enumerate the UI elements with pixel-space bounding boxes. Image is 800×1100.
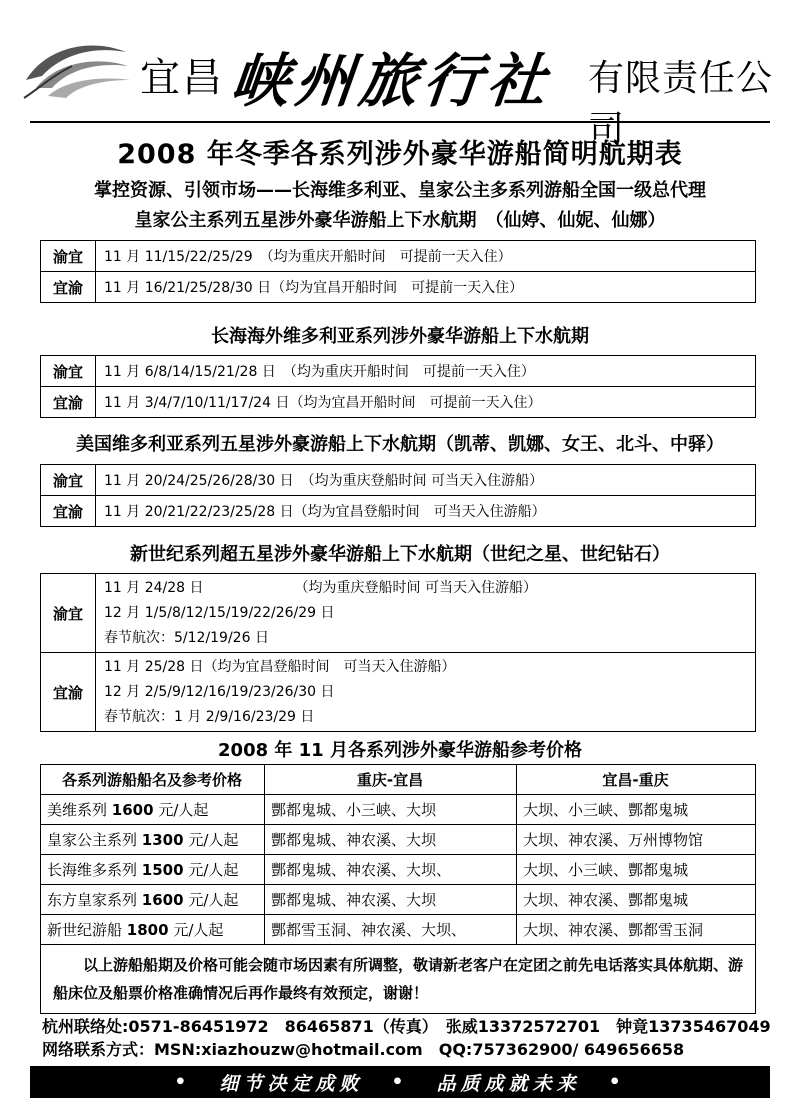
downstream-cell: 酆都鬼城、神农溪、大坝 xyxy=(265,825,517,855)
upstream-cell: 大坝、神农溪、酆都鬼城 xyxy=(517,885,756,915)
ship-name: 新世纪游船 xyxy=(47,921,123,939)
column-header: 宜昌-重庆 xyxy=(517,765,756,795)
schedule-table xyxy=(40,355,756,418)
bullet-icon: • xyxy=(174,1071,192,1093)
company-brand: 峡州旅行社 xyxy=(227,47,556,115)
ship-name: 美维系列 xyxy=(47,801,108,819)
schedule-table xyxy=(40,240,756,303)
table-row xyxy=(41,496,756,527)
header xyxy=(0,0,800,150)
footer-banner xyxy=(30,1066,770,1098)
schedule-table xyxy=(40,573,756,732)
table-row xyxy=(41,241,756,272)
ship-name: 长海维多系列 xyxy=(47,861,138,879)
upstream-cell: 大坝、神农溪、万州博物馆 xyxy=(517,825,756,855)
table-row xyxy=(41,465,756,496)
ship-price: 1800 xyxy=(126,921,169,939)
ship-price-cell xyxy=(41,795,265,825)
ship-name: 皇家公主系列 xyxy=(47,831,138,849)
wave-logo-icon xyxy=(22,36,132,108)
price-table xyxy=(40,764,756,1014)
upstream-cell: 大坝、神农溪、酆都雪玉洞 xyxy=(517,915,756,945)
table-row xyxy=(41,795,756,825)
ship-name: 东方皇家系列 xyxy=(47,891,138,909)
table-row xyxy=(41,356,756,387)
page-title: 2008 年冬季各系列涉外豪华游船简明航期表 xyxy=(117,139,683,170)
footer-slogan: 细节决定成败 xyxy=(219,1072,364,1095)
ship-price: 1500 xyxy=(141,861,184,879)
header-divider xyxy=(30,121,770,123)
bullet-icon: • xyxy=(608,1071,626,1093)
direction-cell: 宜渝 xyxy=(41,496,96,527)
price-heading: 2008 年 11 月各系列涉外豪华游船参考价格 xyxy=(218,740,582,761)
ship-price: 1600 xyxy=(111,801,154,819)
schedule-line: 春节航次：1 月 2/9/16/23/29 日 xyxy=(104,708,315,725)
downstream-cell: 酆都鬼城、神农溪、大坝 xyxy=(265,885,517,915)
schedule-line: 12 月 1/5/8/12/15/19/22/26/29 日 xyxy=(104,604,335,621)
schedule-line: 11 月 24/28 日 （均为重庆登船时间 可当天入住游船） xyxy=(104,579,537,596)
column-header: 重庆-宜昌 xyxy=(265,765,517,795)
ship-price: 1600 xyxy=(141,891,184,909)
price-unit: 元/人起 xyxy=(188,861,239,879)
price-unit: 元/人起 xyxy=(158,801,209,819)
company-suffix: 有限责任公司 xyxy=(588,58,774,150)
table-row xyxy=(41,825,756,855)
schedule-cell: 11 月 11/15/22/25/29 （均为重庆开船时间 可提前一天入住） xyxy=(96,241,756,272)
schedule-cell xyxy=(96,653,756,732)
section-heading: 新世纪系列超五星涉外豪华游船上下水航期（世纪之星、世纪钻石） xyxy=(130,544,670,565)
schedule-cell: 11 月 6/8/14/15/21/28 日 （均为重庆开船时间 可提前一天入住） xyxy=(96,356,756,387)
direction-cell: 宜渝 xyxy=(41,387,96,418)
schedule-cell: 11 月 20/21/22/23/25/28 日（均为宜昌登船时间 可当天入住游船） xyxy=(96,496,756,527)
direction-cell: 渝宜 xyxy=(41,241,96,272)
schedule-cell xyxy=(96,574,756,653)
table-row xyxy=(41,272,756,303)
ship-price: 1300 xyxy=(141,831,184,849)
page-subtitle: 掌控资源、引领市场——长海维多利亚、皇家公主多系列游船全国一级总代理 xyxy=(94,180,706,201)
section-heading: 美国维多利亚系列五星涉外豪游船上下水航期（凯蒂、凯娜、女王、北斗、中驿） xyxy=(76,434,724,455)
direction-cell: 宜渝 xyxy=(41,653,96,732)
schedule-line: 11 月 25/28 日（均为宜昌登船时间 可当天入住游船） xyxy=(104,658,456,675)
ship-price-cell xyxy=(41,915,265,945)
table-row xyxy=(41,915,756,945)
upstream-cell: 大坝、小三峡、酆都鬼城 xyxy=(517,855,756,885)
table-header-row xyxy=(41,765,756,795)
schedule-cell: 11 月 3/4/7/10/11/17/24 日（均为宜昌开船时间 可提前一天入住） xyxy=(96,387,756,418)
table-row xyxy=(41,653,756,732)
schedule-line: 12 月 2/5/9/12/16/19/23/26/30 日 xyxy=(104,683,335,700)
downstream-cell: 酆都雪玉洞、神农溪、大坝、 xyxy=(265,915,517,945)
company-city: 宜昌 xyxy=(140,55,224,101)
direction-cell: 宜渝 xyxy=(41,272,96,303)
price-unit: 元/人起 xyxy=(188,831,239,849)
price-unit: 元/人起 xyxy=(188,891,239,909)
direction-cell: 渝宜 xyxy=(41,465,96,496)
direction-cell: 渝宜 xyxy=(41,574,96,653)
section-heading: 皇家公主系列五星涉外豪华游船上下水航期 （仙婷、仙妮、仙娜） xyxy=(134,210,666,231)
price-unit: 元/人起 xyxy=(173,921,224,939)
schedule-table xyxy=(40,464,756,527)
contact-line: 杭州联络处:0571-86451972 86465871（传真） 张威13372572701 钟竟13735467049 xyxy=(42,1017,771,1036)
notice-row xyxy=(41,945,756,1014)
table-row xyxy=(41,574,756,653)
column-header: 各系列游船船名及参考价格 xyxy=(41,765,265,795)
downstream-cell: 酆都鬼城、小三峡、大坝 xyxy=(265,795,517,825)
price-notice: 以上游船船期及价格可能会随市场因素有所调整，敬请新老客户在定团之前先电话落实具体航期、游船床位及船票价格准确情况后再作最终有效预定，谢谢！ xyxy=(41,945,756,1014)
table-row xyxy=(41,855,756,885)
ship-price-cell xyxy=(41,855,265,885)
upstream-cell: 大坝、小三峡、酆都鬼城 xyxy=(517,795,756,825)
table-row xyxy=(41,885,756,915)
contact-line: 网络联系方式：MSN:xiazhouzw@hotmail.com QQ:757362900/ 649656658 xyxy=(42,1040,685,1059)
bullet-icon: • xyxy=(391,1071,409,1093)
ship-price-cell xyxy=(41,825,265,855)
table-row xyxy=(41,387,756,418)
schedule-cell: 11 月 16/21/25/28/30 日（均为宜昌开船时间 可提前一天入住） xyxy=(96,272,756,303)
downstream-cell: 酆都鬼城、神农溪、大坝、 xyxy=(265,855,517,885)
ship-price-cell xyxy=(41,885,265,915)
schedule-cell: 11 月 20/24/25/26/28/30 日 （均为重庆登船时间 可当天入住游船） xyxy=(96,465,756,496)
schedule-line: 春节航次：5/12/19/26 日 xyxy=(104,629,269,646)
section-heading: 长海海外维多利亚系列涉外豪华游船上下水航期 xyxy=(211,326,589,347)
footer-slogan: 品质成就未来 xyxy=(436,1072,581,1095)
direction-cell: 渝宜 xyxy=(41,356,96,387)
